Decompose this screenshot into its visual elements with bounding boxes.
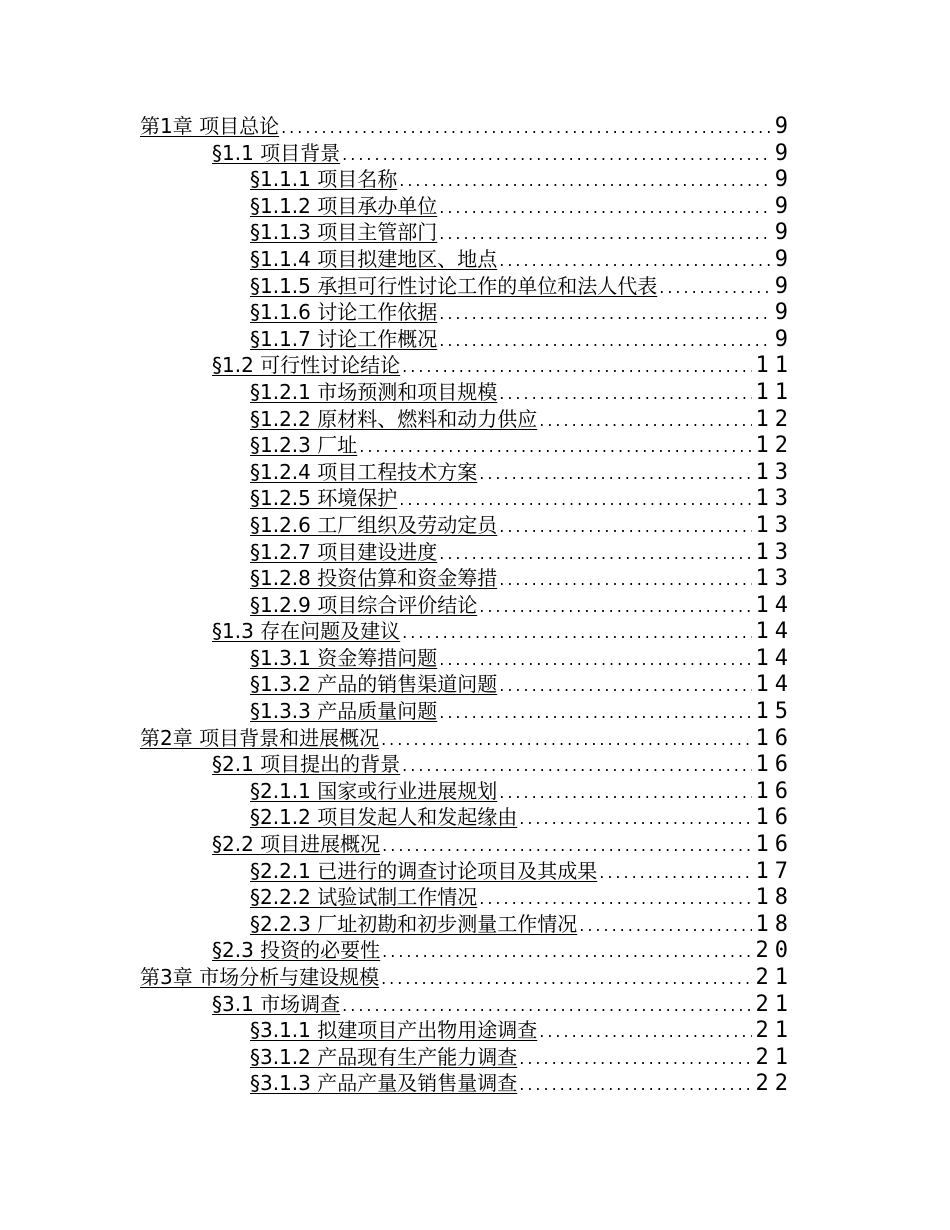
toc-subsection-entry[interactable]: [140, 459, 794, 486]
toc-dot-leader: [399, 168, 771, 195]
toc-subsection-entry[interactable]: [140, 778, 794, 805]
toc-entry-title[interactable]: §1.1.5 承担可行性讨论工作的单位和法人代表: [250, 273, 658, 298]
toc-dot-leader: [519, 1072, 751, 1099]
toc-page-number: 14: [755, 619, 794, 645]
toc-page-number: 9: [774, 326, 794, 352]
toc-page-number: 14: [755, 672, 794, 698]
toc-page-number: 16: [755, 752, 794, 778]
toc-entry-title[interactable]: §1.1.6 讨论工作依据: [250, 300, 438, 325]
toc-entry-title[interactable]: §1.3.2 产品的销售渠道问题: [250, 672, 498, 697]
toc-section-entry[interactable]: [140, 352, 794, 379]
toc-entry-title[interactable]: §2.1.2 项目发起人和发起缘由: [250, 805, 518, 830]
toc-dot-leader: [539, 408, 751, 435]
toc-dot-leader: [342, 142, 771, 169]
toc-page-number: 9: [774, 167, 794, 193]
toc-entry-title[interactable]: §3.1.2 产品现有生产能力调查: [250, 1044, 518, 1069]
toc-subsection-entry[interactable]: [140, 539, 794, 566]
toc-dot-leader: [499, 567, 751, 594]
toc-dot-leader: [402, 354, 751, 381]
toc-page-number: 11: [755, 379, 794, 405]
toc-entry-title[interactable]: §1.3 存在问题及建议: [212, 619, 401, 644]
toc-page-number: 9: [774, 300, 794, 326]
toc-entry-title[interactable]: 第1章 项目总论: [140, 114, 280, 138]
toc-dot-leader: [382, 833, 751, 860]
toc-page-number: 22: [755, 1071, 794, 1097]
toc-page-number: 9: [774, 220, 794, 246]
toc-page-number: 14: [755, 592, 794, 618]
toc-subsection-entry[interactable]: [140, 193, 794, 220]
toc-chapter-entry[interactable]: [140, 725, 794, 752]
toc-subsection-entry[interactable]: [140, 858, 794, 885]
toc-page-number: 20: [755, 938, 794, 964]
toc-subsection-entry[interactable]: [140, 1070, 794, 1097]
toc-entry-title[interactable]: 第2章 项目背景和进展概况: [140, 725, 380, 750]
toc-dot-leader: [381, 966, 751, 993]
toc-subsection-entry[interactable]: [140, 911, 794, 938]
toc-page-number: 16: [755, 832, 794, 858]
toc-entry-title[interactable]: §2.3 投资的必要性: [212, 938, 381, 963]
toc-entry-title[interactable]: §1.2.2 原材料、燃料和动力供应: [250, 406, 538, 431]
toc-entry-title[interactable]: §1.2.7 项目建设进度: [250, 539, 438, 564]
toc-subsection-entry[interactable]: [140, 512, 794, 539]
toc-chapter-entry[interactable]: [140, 964, 794, 991]
toc-entry-title[interactable]: §1.1.4 项目拟建地区、地点: [250, 246, 498, 271]
toc-entry-title[interactable]: §2.1 项目提出的背景: [212, 752, 401, 777]
toc-dot-leader: [499, 780, 751, 807]
toc-subsection-entry[interactable]: [140, 219, 794, 246]
toc-page-number: 9: [774, 193, 794, 219]
toc-dot-leader: [382, 939, 751, 966]
toc-page-number: 12: [755, 406, 794, 432]
toc-subsection-entry[interactable]: [140, 671, 794, 698]
toc-subsection-entry[interactable]: [140, 698, 794, 725]
toc-page-number: 13: [755, 486, 794, 512]
toc-entry-title[interactable]: §2.1.1 国家或行业进展规划: [250, 778, 498, 803]
toc-page-number: 9: [774, 246, 794, 272]
toc-subsection-entry[interactable]: [140, 273, 794, 300]
toc-dot-leader: [381, 727, 751, 754]
toc-dot-leader: [539, 1019, 751, 1046]
toc-subsection-entry[interactable]: [140, 326, 794, 353]
toc-page-number: 9: [774, 273, 794, 299]
toc-dot-leader: [281, 115, 771, 142]
toc-page-number: 9: [774, 140, 794, 166]
toc-dot-leader: [439, 221, 771, 248]
toc-dot-leader: [499, 381, 751, 408]
toc-subsection-entry[interactable]: [140, 592, 794, 619]
toc-subsection-entry[interactable]: [140, 804, 794, 831]
toc-subsection-entry[interactable]: [140, 884, 794, 911]
toc-entry-title[interactable]: §1.3.3 产品质量问题: [250, 699, 438, 724]
toc-dot-leader: [499, 248, 771, 275]
toc-dot-leader: [479, 886, 751, 913]
toc-dot-leader: [439, 647, 751, 674]
toc-entry-title[interactable]: §3.1 市场调查: [212, 991, 341, 1016]
toc-page-number: 18: [755, 911, 794, 937]
toc-dot-leader: [439, 328, 771, 355]
toc-page-number: 14: [755, 645, 794, 671]
toc-entry-title[interactable]: §2.2.1 已进行的调查讨论项目及其成果: [250, 858, 598, 883]
toc-dot-leader: [479, 594, 751, 621]
toc-subsection-entry[interactable]: [140, 432, 794, 459]
toc-entry-title[interactable]: §3.1.3 产品产量及销售量调查: [250, 1071, 518, 1096]
toc-subsection-entry[interactable]: [140, 246, 794, 273]
toc-dot-leader: [479, 461, 751, 488]
toc-entry-title[interactable]: §2.2.3 厂址初勘和初步测量工作情况: [250, 911, 578, 936]
toc-page-number: 17: [755, 858, 794, 884]
toc-dot-leader: [402, 753, 751, 780]
toc-entry-title[interactable]: §3.1.1 拟建项目产出物用途调查: [250, 1018, 538, 1043]
toc-subsection-entry[interactable]: [140, 1044, 794, 1071]
toc-entry-title[interactable]: §1.2.3 厂址: [250, 433, 358, 458]
toc-entry-title[interactable]: §1.2.8 投资估算和资金筹措: [250, 566, 498, 591]
toc-entry-title[interactable]: §1.3.1 资金筹措问题: [250, 645, 438, 670]
toc-entry-title[interactable]: §1.1.7 讨论工作概况: [250, 326, 438, 351]
toc-page-number: 12: [755, 433, 794, 459]
toc-dot-leader: [402, 620, 751, 647]
toc-dot-leader: [499, 673, 751, 700]
toc-dot-leader: [342, 993, 751, 1020]
toc-page-number: 11: [755, 353, 794, 379]
toc-page-number: 21: [755, 991, 794, 1017]
toc-page-number: 16: [755, 725, 794, 751]
toc-entry-title[interactable]: §1.2.4 项目工程技术方案: [250, 459, 478, 484]
toc-subsection-entry[interactable]: [140, 379, 794, 406]
toc-dot-leader: [499, 514, 751, 541]
table-of-contents: [140, 113, 794, 1097]
toc-page-number: 13: [755, 459, 794, 485]
toc-page-number: 16: [755, 805, 794, 831]
toc-entry-title[interactable]: §1.2.6 工厂组织及劳动定员: [250, 512, 498, 537]
toc-section-entry[interactable]: [140, 140, 794, 167]
toc-dot-leader: [439, 700, 751, 727]
toc-dot-leader: [579, 913, 751, 940]
toc-page-number: 13: [755, 539, 794, 565]
toc-entry-title[interactable]: §2.2.2 试验试制工作情况: [250, 885, 478, 910]
toc-entry-title[interactable]: §1.2 可行性讨论结论: [212, 353, 401, 378]
toc-subsection-entry[interactable]: [140, 485, 794, 512]
toc-entry-title[interactable]: §1.1 项目背景: [212, 140, 341, 165]
toc-page-number: 16: [755, 778, 794, 804]
toc-page-number: 13: [755, 512, 794, 538]
toc-dot-leader: [439, 541, 751, 568]
toc-entry-title[interactable]: §1.2.5 环境保护: [250, 486, 398, 511]
toc-page-number: 13: [755, 566, 794, 592]
toc-section-entry[interactable]: [140, 751, 794, 778]
toc-page-number: 21: [755, 1044, 794, 1070]
toc-dot-leader: [439, 301, 771, 328]
toc-entry-title[interactable]: §1.2.9 项目综合评价结论: [250, 592, 478, 617]
toc-subsection-entry[interactable]: [140, 1017, 794, 1044]
toc-chapter-entry[interactable]: [140, 113, 794, 140]
toc-section-entry[interactable]: [140, 937, 794, 964]
toc-entry-title[interactable]: 第3章 市场分析与建设规模: [140, 965, 380, 989]
toc-subsection-entry[interactable]: [140, 645, 794, 672]
toc-dot-leader: [659, 275, 771, 302]
toc-section-entry[interactable]: [140, 831, 794, 858]
toc-subsection-entry[interactable]: [140, 406, 794, 433]
toc-subsection-entry[interactable]: [140, 299, 794, 326]
toc-dot-leader: [519, 1046, 751, 1073]
toc-entry-title[interactable]: §1.2.1 市场预测和项目规模: [250, 379, 498, 404]
toc-entry-title[interactable]: §1.1.2 项目承办单位: [250, 193, 438, 218]
toc-dot-leader: [399, 487, 751, 514]
toc-page-number: 15: [755, 699, 794, 725]
toc-entry-title[interactable]: §2.2 项目进展概况: [212, 832, 381, 857]
toc-subsection-entry[interactable]: [140, 565, 794, 592]
toc-dot-leader: [599, 860, 751, 887]
toc-dot-leader: [359, 434, 751, 461]
toc-page-number: 9: [774, 114, 794, 139]
toc-entry-title[interactable]: §1.1.3 项目主管部门: [250, 220, 438, 245]
toc-section-entry[interactable]: [140, 618, 794, 645]
toc-page-number: 21: [755, 1018, 794, 1044]
toc-page-number: 18: [755, 885, 794, 911]
toc-entry-title[interactable]: §1.1.1 项目名称: [250, 167, 398, 192]
toc-page-number: 21: [755, 965, 794, 990]
toc-subsection-entry[interactable]: [140, 166, 794, 193]
toc-section-entry[interactable]: [140, 991, 794, 1018]
toc-dot-leader: [439, 195, 771, 222]
toc-dot-leader: [519, 806, 751, 833]
